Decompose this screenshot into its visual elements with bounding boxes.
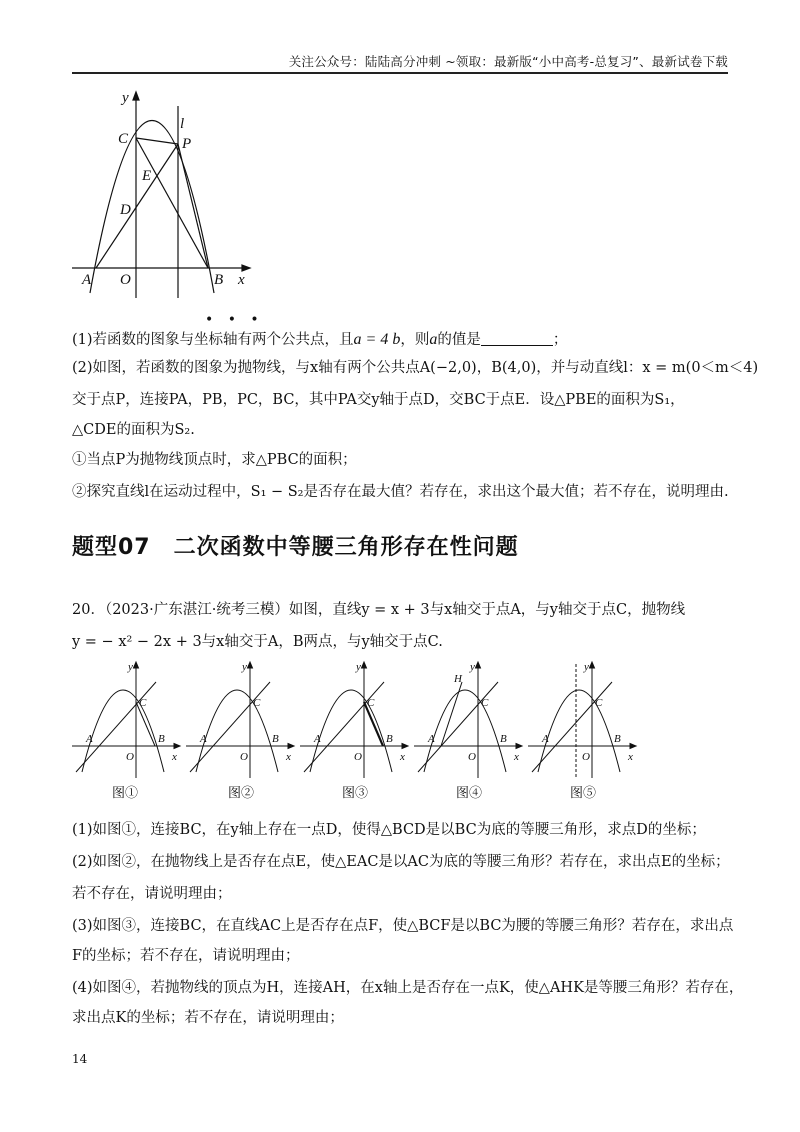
label-y: y xyxy=(128,661,133,673)
x-axis-arrow xyxy=(242,265,250,271)
label-x: x xyxy=(514,751,519,763)
p19-q1: (1)若函数的图象与坐标轴有两个公共点，且a = 4 b，则a的值是 ； xyxy=(72,331,568,348)
fig-caption-5: 图⑤ xyxy=(570,786,597,801)
y-axis-arrow xyxy=(476,662,481,668)
label-B: B xyxy=(214,272,224,288)
parabola xyxy=(82,690,164,772)
label-A: A xyxy=(82,272,92,288)
parabola xyxy=(424,690,506,772)
p19-q2-sub2: ②探究直线l在运动过程中，S₁ − S₂是否存在最大值？若存在，求出这个最大值；若不存在，说明理由. xyxy=(72,484,729,500)
small-figure-5 xyxy=(528,660,640,780)
label-O: O xyxy=(582,751,590,763)
label-O: O xyxy=(120,272,131,288)
label-C: C xyxy=(139,697,147,709)
label-H: H xyxy=(454,673,462,685)
label-A: A xyxy=(542,733,549,745)
x-axis-arrow xyxy=(174,744,180,749)
label-O: O xyxy=(126,751,134,763)
label-E: E xyxy=(142,168,152,184)
p20-q4-line2: 求出点K的坐标；若不存在，请说明理由； xyxy=(72,1010,344,1026)
p19-q2-line2: 交于点P，连接PA，PB，PC，BC，其中PA交y轴于点D，交BC于点E．设△PBE的面积为S₁， xyxy=(72,392,685,408)
line-AC xyxy=(304,682,384,772)
fig-caption-2: 图② xyxy=(228,786,255,801)
x-axis-arrow xyxy=(288,744,294,749)
p19-q2-line1: (2)如图，若函数的图象为抛物线，与x轴有两个公共点A(−2,0)，B(4,0)，并与动直线l：x = m(0＜m＜4) xyxy=(72,360,759,376)
label-x: x xyxy=(238,272,245,288)
y-axis-arrow xyxy=(362,662,367,668)
small-figure-2 xyxy=(186,660,298,780)
label-B: B xyxy=(386,733,393,745)
label-C: C xyxy=(481,697,489,709)
page-header: 关注公众号：陆陆高分冲刺 ~领取：最新版“小中高考-总复习”、最新试卷下载 xyxy=(288,54,728,69)
parabola xyxy=(538,690,620,772)
line-AC xyxy=(532,682,612,772)
x-axis-arrow xyxy=(630,744,636,749)
label-O: O xyxy=(468,751,476,763)
label-A: A xyxy=(86,733,93,745)
label-O: O xyxy=(240,751,248,763)
label-B: B xyxy=(614,733,621,745)
answer-blank xyxy=(481,331,553,346)
p19-q2-line3: △CDE的面积为S₂. xyxy=(72,422,195,438)
line-AC xyxy=(190,682,270,772)
page-number: 14 xyxy=(72,1052,88,1066)
p20-intro-line2: y = − x² − 2x + 3与x轴交于A，B两点，与y轴交于点C. xyxy=(72,634,443,650)
label-x: x xyxy=(286,751,291,763)
label-A: A xyxy=(200,733,207,745)
label-A: A xyxy=(428,733,435,745)
label-y: y xyxy=(584,661,589,673)
p19-q2-sub1: ①当点P为抛物线顶点时，求△PBC的面积； xyxy=(72,452,357,468)
segment-PB xyxy=(178,144,208,268)
label-x: x xyxy=(628,751,633,763)
y-axis-arrow xyxy=(133,92,139,100)
x-axis-arrow xyxy=(402,744,408,749)
x-axis-arrow xyxy=(516,744,522,749)
label-x: x xyxy=(400,751,405,763)
y-axis-arrow xyxy=(134,662,139,668)
header-rule xyxy=(72,72,728,74)
parabola xyxy=(310,690,392,772)
p20-q2-line2: 若不存在，请说明理由； xyxy=(72,886,232,902)
label-C: C xyxy=(367,697,375,709)
segment-BC xyxy=(136,138,208,268)
p20-q3-line1: (3)如图③，连接BC，在直线AC上是否存在点F，使△BCF是以BC为腰的等腰三角形？若存在，求出点 xyxy=(72,918,734,934)
label-y: y xyxy=(122,90,129,106)
fig-caption-1: 图① xyxy=(112,786,139,801)
p20-q3-line2: F的坐标；若不存在，请说明理由； xyxy=(72,948,300,964)
label-y: y xyxy=(356,661,361,673)
section-title: 题型07 二次函数中等腰三角形存在性问题 xyxy=(72,535,519,560)
parabola xyxy=(196,690,278,772)
label-C: C xyxy=(118,131,129,147)
label-y: y xyxy=(470,661,475,673)
p20-q2-line1: (2)如图②，在抛物线上是否存在点E，使△EAC是以AC为底的等腰三角形？若存在，求出点E的坐标； xyxy=(72,854,730,870)
y-axis-arrow xyxy=(248,662,253,668)
label-O: O xyxy=(354,751,362,763)
emphasis-dots: • • • xyxy=(205,312,264,328)
parabola xyxy=(90,121,214,294)
main-figure xyxy=(72,88,262,298)
small-figure-1 xyxy=(72,660,184,780)
label-A: A xyxy=(314,733,321,745)
label-l: l xyxy=(180,116,185,132)
small-figure-4 xyxy=(414,660,526,780)
p20-intro-line1: 20．（2023·广东湛江·统考三模）如图，直线y = x + 3与x轴交于点A，与y轴交于点C，抛物线 xyxy=(72,602,686,618)
fig-caption-4: 图④ xyxy=(456,786,483,801)
label-P: P xyxy=(182,136,192,152)
segment-AH xyxy=(441,682,462,746)
p20-q4-line1: (4)如图④，若抛物线的顶点为H，连接AH，在x轴上是否存在一点K，使△AHK是等腰三角形？若存在， xyxy=(72,980,744,996)
small-figure-3 xyxy=(300,660,412,780)
label-C: C xyxy=(253,697,261,709)
label-C: C xyxy=(595,697,603,709)
label-y: y xyxy=(242,661,247,673)
line-AC xyxy=(76,682,156,772)
label-x: x xyxy=(172,751,177,763)
label-D: D xyxy=(120,202,131,218)
label-B: B xyxy=(500,733,507,745)
label-B: B xyxy=(272,733,279,745)
y-axis-arrow xyxy=(590,662,595,668)
label-B: B xyxy=(158,733,165,745)
fig-caption-3: 图③ xyxy=(342,786,369,801)
p20-q1: (1)如图①，连接BC，在y轴上存在一点D，使得△BCD是以BC为底的等腰三角形，求点D的坐标； xyxy=(72,822,706,838)
